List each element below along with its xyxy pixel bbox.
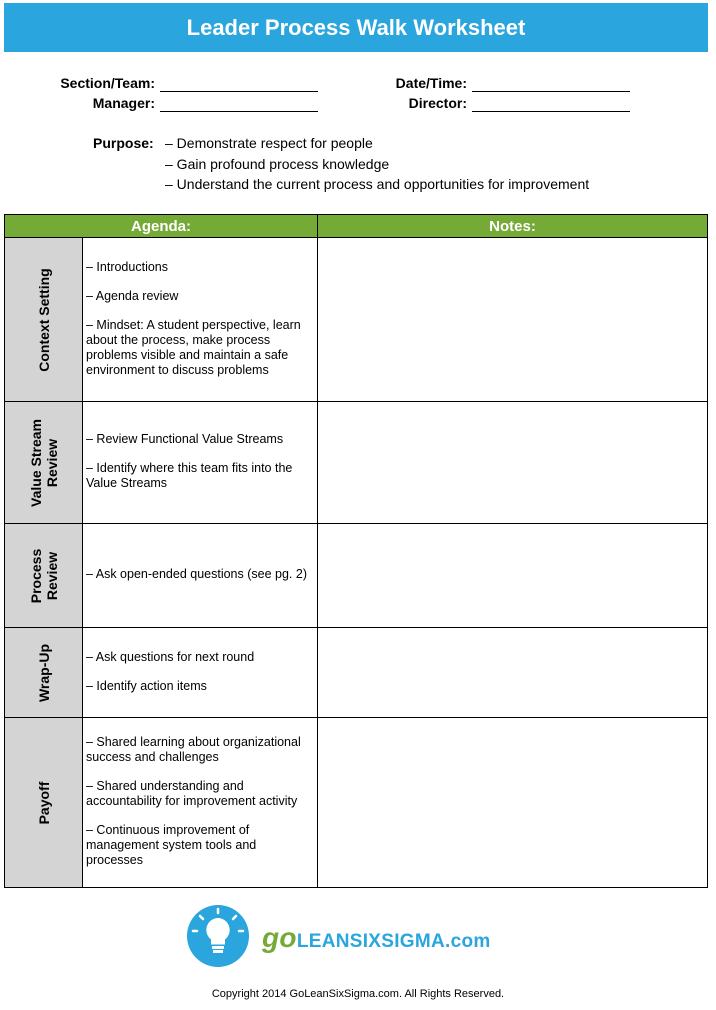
director-label: Director: <box>408 95 467 111</box>
copyright-text: Copyright 2014 GoLeanSixSigma.com. All Rights Reserved. <box>211 988 505 1000</box>
notes-cell-payoff[interactable] <box>318 718 708 888</box>
section-team-label: Section/Team: <box>60 75 155 91</box>
section-cell <box>5 402 83 524</box>
agenda-cell <box>83 524 318 628</box>
date-time-field[interactable] <box>472 91 630 92</box>
section-cell <box>5 524 83 628</box>
agenda-item: – Shared understanding and accountability for improvement activity <box>86 779 298 808</box>
table-row <box>5 402 708 524</box>
agenda-item: – Introductions <box>86 259 168 274</box>
agenda-item: – Ask questions for next round <box>86 649 255 664</box>
director-field[interactable] <box>472 111 630 112</box>
agenda-item: – Identify action items <box>86 678 207 693</box>
purpose-item: – Understand the current process and opportunities for improvement <box>165 176 590 192</box>
notes-header: Notes: <box>318 215 708 238</box>
section-label-value-stream-review: Value Stream Review <box>27 418 60 507</box>
table-header-row <box>5 215 708 238</box>
agenda-cell <box>83 402 318 524</box>
agenda-item: – Identify where this team fits into the Value Streams <box>86 461 293 490</box>
agenda-item: – Mindset: A student perspective, learn about the process, make process problems visible and maintain a safe environment to discuss problems <box>86 317 301 377</box>
section-cell <box>5 718 83 888</box>
logo-rest: LEANSIXSIGMA.com <box>296 931 491 952</box>
agenda-item: – Shared learning about organizational success and challenges <box>86 735 301 764</box>
purpose-list <box>165 133 589 195</box>
agenda-notes-table <box>4 214 708 888</box>
notes-cell-process-review[interactable] <box>318 524 708 628</box>
agenda-item: – Agenda review <box>86 288 179 303</box>
section-label-process-review: Process Review <box>27 548 60 603</box>
agenda-item: – Review Functional Value Streams <box>86 432 284 446</box>
section-cell <box>5 238 83 402</box>
table-row <box>5 524 708 628</box>
section-team-field[interactable] <box>160 91 318 92</box>
table-row <box>5 718 708 888</box>
section-label-wrap-up: Wrap-Up <box>35 643 52 702</box>
notes-cell-context-setting[interactable] <box>318 238 708 402</box>
agenda-header: Agenda: <box>5 215 318 238</box>
section-cell <box>5 628 83 718</box>
agenda-cell <box>83 628 318 718</box>
purpose-label: Purpose: <box>93 135 154 151</box>
date-time-label: Date/Time: <box>395 75 467 91</box>
manager-field[interactable] <box>160 111 318 112</box>
logo-go: go <box>262 922 297 953</box>
section-label-payoff: Payoff <box>35 781 52 824</box>
agenda-item: – Ask open-ended questions (see pg. 2) <box>86 567 307 581</box>
notes-cell-wrap-up[interactable] <box>318 628 708 718</box>
worksheet-title: Leader Process Walk Worksheet <box>4 3 708 52</box>
table-row <box>5 238 708 402</box>
purpose-item: – Gain profound process knowledge <box>165 155 390 172</box>
manager-label: Manager: <box>92 95 155 111</box>
agenda-cell <box>83 238 318 402</box>
section-label-context-setting: Context Setting <box>35 267 52 372</box>
agenda-item: – Continuous improvement of management system tools and processes <box>86 823 257 867</box>
agenda-cell <box>83 718 318 888</box>
lightbulb-icon <box>186 904 250 968</box>
logo-wordmark <box>262 922 491 954</box>
table-row <box>5 628 708 718</box>
purpose-item: – Demonstrate respect for people <box>165 135 373 151</box>
notes-cell-value-stream-review[interactable] <box>318 402 708 524</box>
goleansixsigma-logo <box>186 904 526 968</box>
